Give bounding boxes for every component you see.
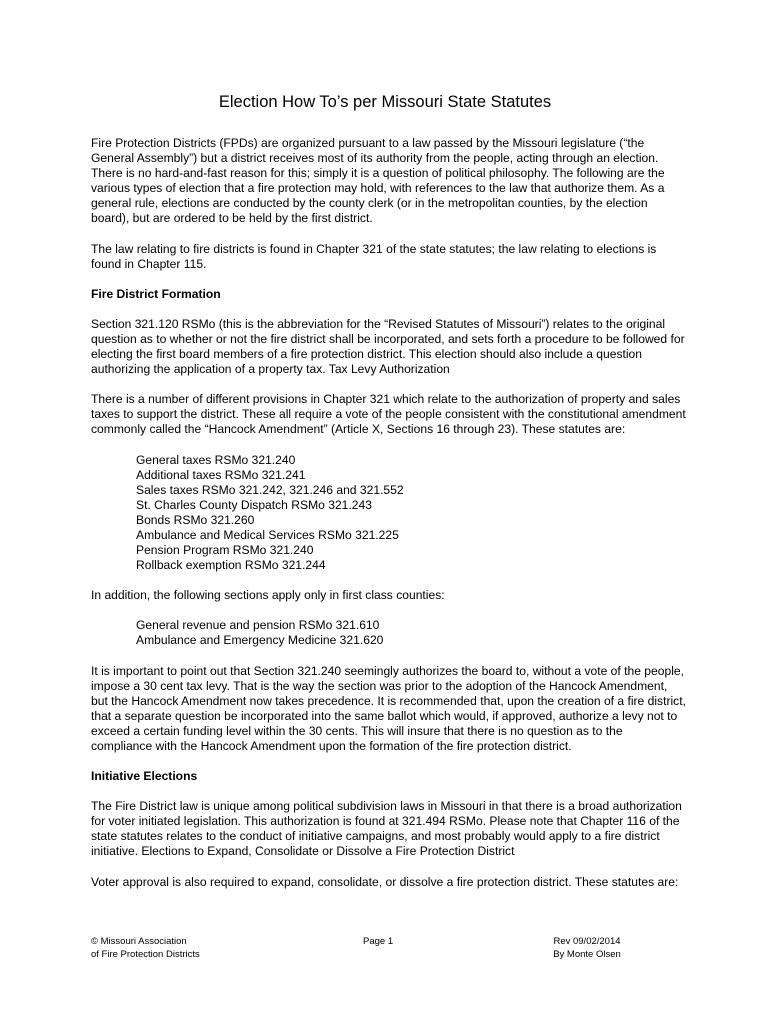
law-paragraph: The law relating to fire districts is found in Chapter 321 of the state statutes; the law relating to elections is found in Chapter 115.: [91, 241, 657, 271]
first-class-list: [91, 618, 687, 648]
list-item: Pension Program RSMo 321.240: [136, 543, 314, 558]
list-item: St. Charles County Dispatch RSMo 321.243: [136, 497, 372, 512]
initiative-paragraph: The Fire District law is unique among political subdivision laws in Missouri in that there is a broad authorization for voter initiated legislation. This authorization is found at 321.494 RSMo. Please note that Chapter 116 of the state statutes relates to the conduct of initiative campaigns, and most probably would apply to a fire district initiative. Elections to Expand, Consolidate or Dissolve a Fire Protection District: [91, 799, 682, 859]
footer-org-line2: of Fire Protection Districts: [91, 948, 200, 960]
list-item: Additional taxes RSMo 321.241: [136, 467, 306, 482]
footer-org-line1: © Missouri Association: [91, 936, 187, 947]
list-item: Bonds RSMo 321.260: [136, 512, 255, 527]
footer-author: By Monte Olsen: [553, 948, 621, 960]
list-item: Sales taxes RSMo 321.242, 321.246 and 321.552: [136, 482, 404, 497]
footer-page-number: Page 1: [363, 936, 394, 947]
list-item: Rollback exemption RSMo 321.244: [136, 558, 326, 573]
provisions-paragraph: There is a number of different provisions in Chapter 321 which relate to the authorization of property and sales taxes to support the district. These all require a vote of the people consistent with the constitutional amendment commonly called the “Hancock Amendment” (Article X, Sections 16 through 23). These statutes are:: [91, 392, 686, 437]
heading-initiative-elections: Initiative Elections: [91, 769, 198, 784]
voter-approval-paragraph: Voter approval is also required to expand, consolidate, or dissolve a fire protection district. These statutes are:: [91, 874, 679, 889]
important-paragraph: It is important to point out that Section 321.240 seemingly authorizes the board to, without a vote of the people, impose a 30 cent tax levy. That is the way the section was prior to the adoption of the Hancock Amendment, but the Hancock Amendment now takes precedence. It is recommended that, upon the creation of a fire district, that a separate question be incorporated into the same ballot which would, if approved, authorize a levy not to exceed a certain funding level within the 30 cents. This will insure that there is no question as to the compliance with the Hancock Amendment upon the formation of the fire protection district.: [91, 663, 686, 753]
page-title: Election How To’s per Missouri State Statutes: [218, 93, 552, 111]
footer-organization: [91, 936, 200, 961]
page-footer: [91, 936, 687, 968]
footer-revision: [550, 936, 624, 961]
footer-rev-date: Rev 09/02/2014: [553, 936, 621, 947]
intro-paragraph: Fire Protection Districts (FPDs) are organized pursuant to a law passed by the Missouri legislature (“the General Assembly”) but a district receives most of its authority from the people, acting through an election. There is no hard-and-fast reason for this; simply it is a question of political philosophy. The following are the various types of election that a fire protection may hold, with references to the law that authorize them. As a general rule, elections are conducted by the county clerk (or in the metropolitan counties, by the election board), but are ordered to be held by the first district.: [91, 136, 665, 226]
heading-fire-district-formation: Fire District Formation: [91, 286, 221, 301]
list-item: Ambulance and Medical Services RSMo 321.225: [136, 527, 399, 542]
document-body: [91, 136, 687, 905]
list-item: Ambulance and Emergency Medicine 321.620: [136, 633, 384, 648]
list-item: General revenue and pension RSMo 321.610: [136, 618, 380, 633]
statutes-list: [91, 453, 687, 574]
formation-paragraph: Section 321.120 RSMo (this is the abbreviation for the “Revised Statutes of Missouri”) relates to the original question as to whether or not the fire district shall be incorporated, and sets forth a procedure to be followed for electing the first board members of a fire protection district. This election should also include a question authorizing the application of a property tax. Tax Levy Authorization: [91, 316, 685, 377]
first-class-paragraph: In addition, the following sections apply only in first class counties:: [91, 588, 445, 603]
list-item: General taxes RSMo 321.240: [136, 452, 296, 467]
